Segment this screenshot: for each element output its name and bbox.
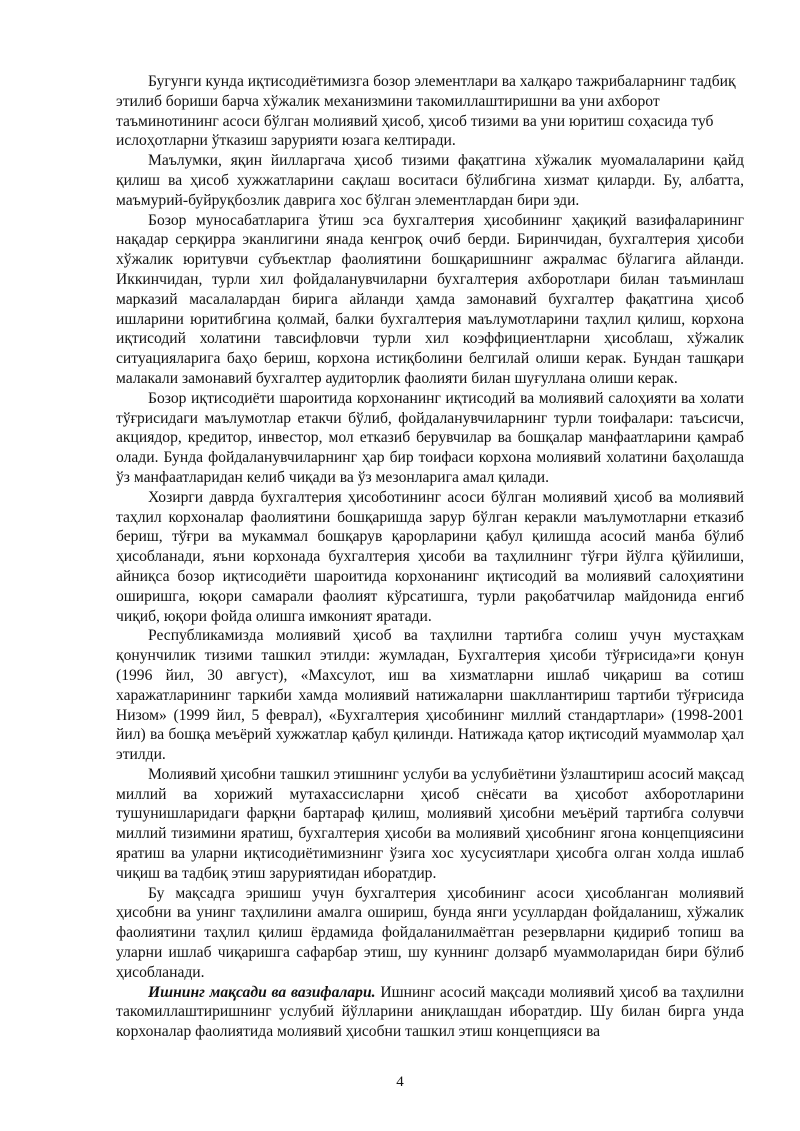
paragraph-3: Бозор муносабатларига ўтиш эса бухгалтерия ҳисобининг ҳақиқий вазифаларининг нақадар серқирра эканлигини янада кенгроқ очиб берди. Биринчидан, бухгалтерия ҳисоби хўжалик юритувчи субъектлар фаолиятини бошқаришнинг ажралмас бўлагига айланди. Иккинчидан, турли хил фойдаланувчиларни бухгалтерия ахборотлари билан таъминлаш марказий масалалардан бирига айланди ҳамда замонавий бухгалтер фақатгина ҳисоб ишларини юритибгина қолмай, балки бухгалтерия маълумотларини таҳлил қилиш, корхона иқтисодий холатини тавсифловчи турли хил коэффициентларни ҳисоблаш, хўжалик ситуацияларига баҳо бериш, корхона истиқболини белгилай олиши керак. Бундан ташқари малакали замонавий бухгалтер аудиторлик фаолияти билан шуғуллана олиши керак.: [116, 211, 744, 387]
paragraph-8: Бу мақсадга эришиш учун бухгалтерия ҳисобининг асоси ҳисобланган молиявий ҳисобни ва унинг таҳлилини амалга ошириш, бунда янги усуллардан фойдаланиш, хўжалик фаолиятини таҳлил қилиш ёрдамида фойдаланилмаётган резервларни қидириб топиш ва уларни ишлаб чиқаришга сафарбар этиш, шу куннинг долзарб муаммоларидан бири бўлиб ҳисобланади.: [116, 884, 744, 981]
document-page: [116, 72, 744, 1042]
paragraph-7: Молиявий ҳисобни ташкил этишнинг услуби ва услубиётини ўзлаштириш асосий мақсад миллий ва хорижий мутахассисларни ҳисоб снёсати ва ҳисобот ахборотларини тушунишларидаги фарқни бартараф қилиш, молиявий ҳисобни меъёрий тартибга солувчи миллий тизимини яратиш, бухгалтерия ҳисоби ва молиявий ҳисобнинг ягона концепциясини яратиш ва уларни иқтисодиётимизнинг ўзига хос хусусиятлари ҳисобга олган холда ишлаб чиқиш ва тадбиқ этиш заруриятидан иборатдир.: [116, 765, 744, 882]
paragraph-5: Хозирги даврда бухгалтерия ҳисоботининг асоси бўлган молиявий ҳисоб ва молиявий таҳлил корхоналар фаолиятини бошқаришда зарур бўлган керакли маълумотларни етказиб бериш, тўғри ва мукаммал бошқарув қарорларини қабул қилишда асосий манба бўлиб ҳисобланади, яъни корхонада бухгалтерия ҳисоби ва таҳлилнинг тўғри йўлга қўйилиши, айниқса бозор иқтисодиёти шароитида корхонанинг иқтисодий ва молиявий салоҳиятини оширишга, юқори самарали фаолият кўрсатишга, турли рақобатчилар майдонида енгиб чиқиб, юқори фойда олишга имконият яратади.: [116, 488, 744, 625]
paragraph-2: Маълумки, яқин йилларгача ҳисоб тизими фақатгина хўжалик муомалаларини қайд қилиш ва ҳисоб хужжатларини сақлаш воситаси бўлибгина хизмат қиларди. Бу, албатта, маъмурий-буйруқбозлик даврига хос бўлган элементлардан бири эди.: [116, 152, 744, 209]
paragraph-6: Республикамизда молиявий ҳисоб ва таҳлилни тартибга солиш учун мустаҳкам қонунчилик тизими ташкил этилди: жумладан, Бухгалтерия ҳисоби тўғрисида»ги қонун (1996 йил, 30 август), «Махсулот, иш ва хизматларни ишлаб чиқариш ва сотиш харажатларининг таркиби хамда молиявий натижаларни шакллантириш тартиби тўғрисида Низом» (1999 йил, 5 феврал), «Бухгалтерия ҳисобининг миллий стандартлари» (1998-2001 йил) ва бошқа меъёрий хужжатлар қабул қилинди. Натижада қатор иқтисодий муаммолар ҳал этилди.: [116, 627, 744, 764]
goals-text: Ишнинг асосий мақсади молиявий ҳисоб ва таҳлилни такомиллаштиришнинг услубий йўлларини аниқлашдан иборатдир. Шу билан бирга унда корхоналар фаолиятида молиявий ҳисобни ташкил этиш концепцияси ва: [116, 983, 744, 1041]
goals-heading: Ишнинг мақсади ва вазифалари.: [148, 983, 376, 1001]
paragraph-1: Бугунги кунда иқтисодиётимизга бозор элементлари ва халқаро тажрибаларнинг тадбиқ этилиб бориши барча хўжалик механизмини такомиллаштиришни ва уни ахборот таъминотининг асоси бўлган молиявий ҳисоб, ҳисоб тизими ва уни юритиш соҳасида туб ислоҳотларни ўтказиш зарурияти юзага келтиради.: [116, 73, 736, 150]
paragraph-4: Бозор иқтисодиёти шароитида корхонанинг иқтисодий ва молиявий салоҳияти ва холати тўғрисидаги маълумотлар етакчи бўлиб, фойдаланувчиларнинг турли тоифалари: таъсисчи, акциядор, кредитор, инвестор, мол етказиб берувчилар ва бошқалар манфаатларини қамраб олади. Бунда фойдаланувчиларнинг ҳар бир тоифаси корхона молиявий холатини баҳолашда ўз манфаатларидан келиб чиқади ва ўз мезонларига амал қилади.: [116, 389, 744, 486]
paragraph-goals: [116, 983, 744, 1042]
page-number: 4: [396, 1074, 404, 1090]
